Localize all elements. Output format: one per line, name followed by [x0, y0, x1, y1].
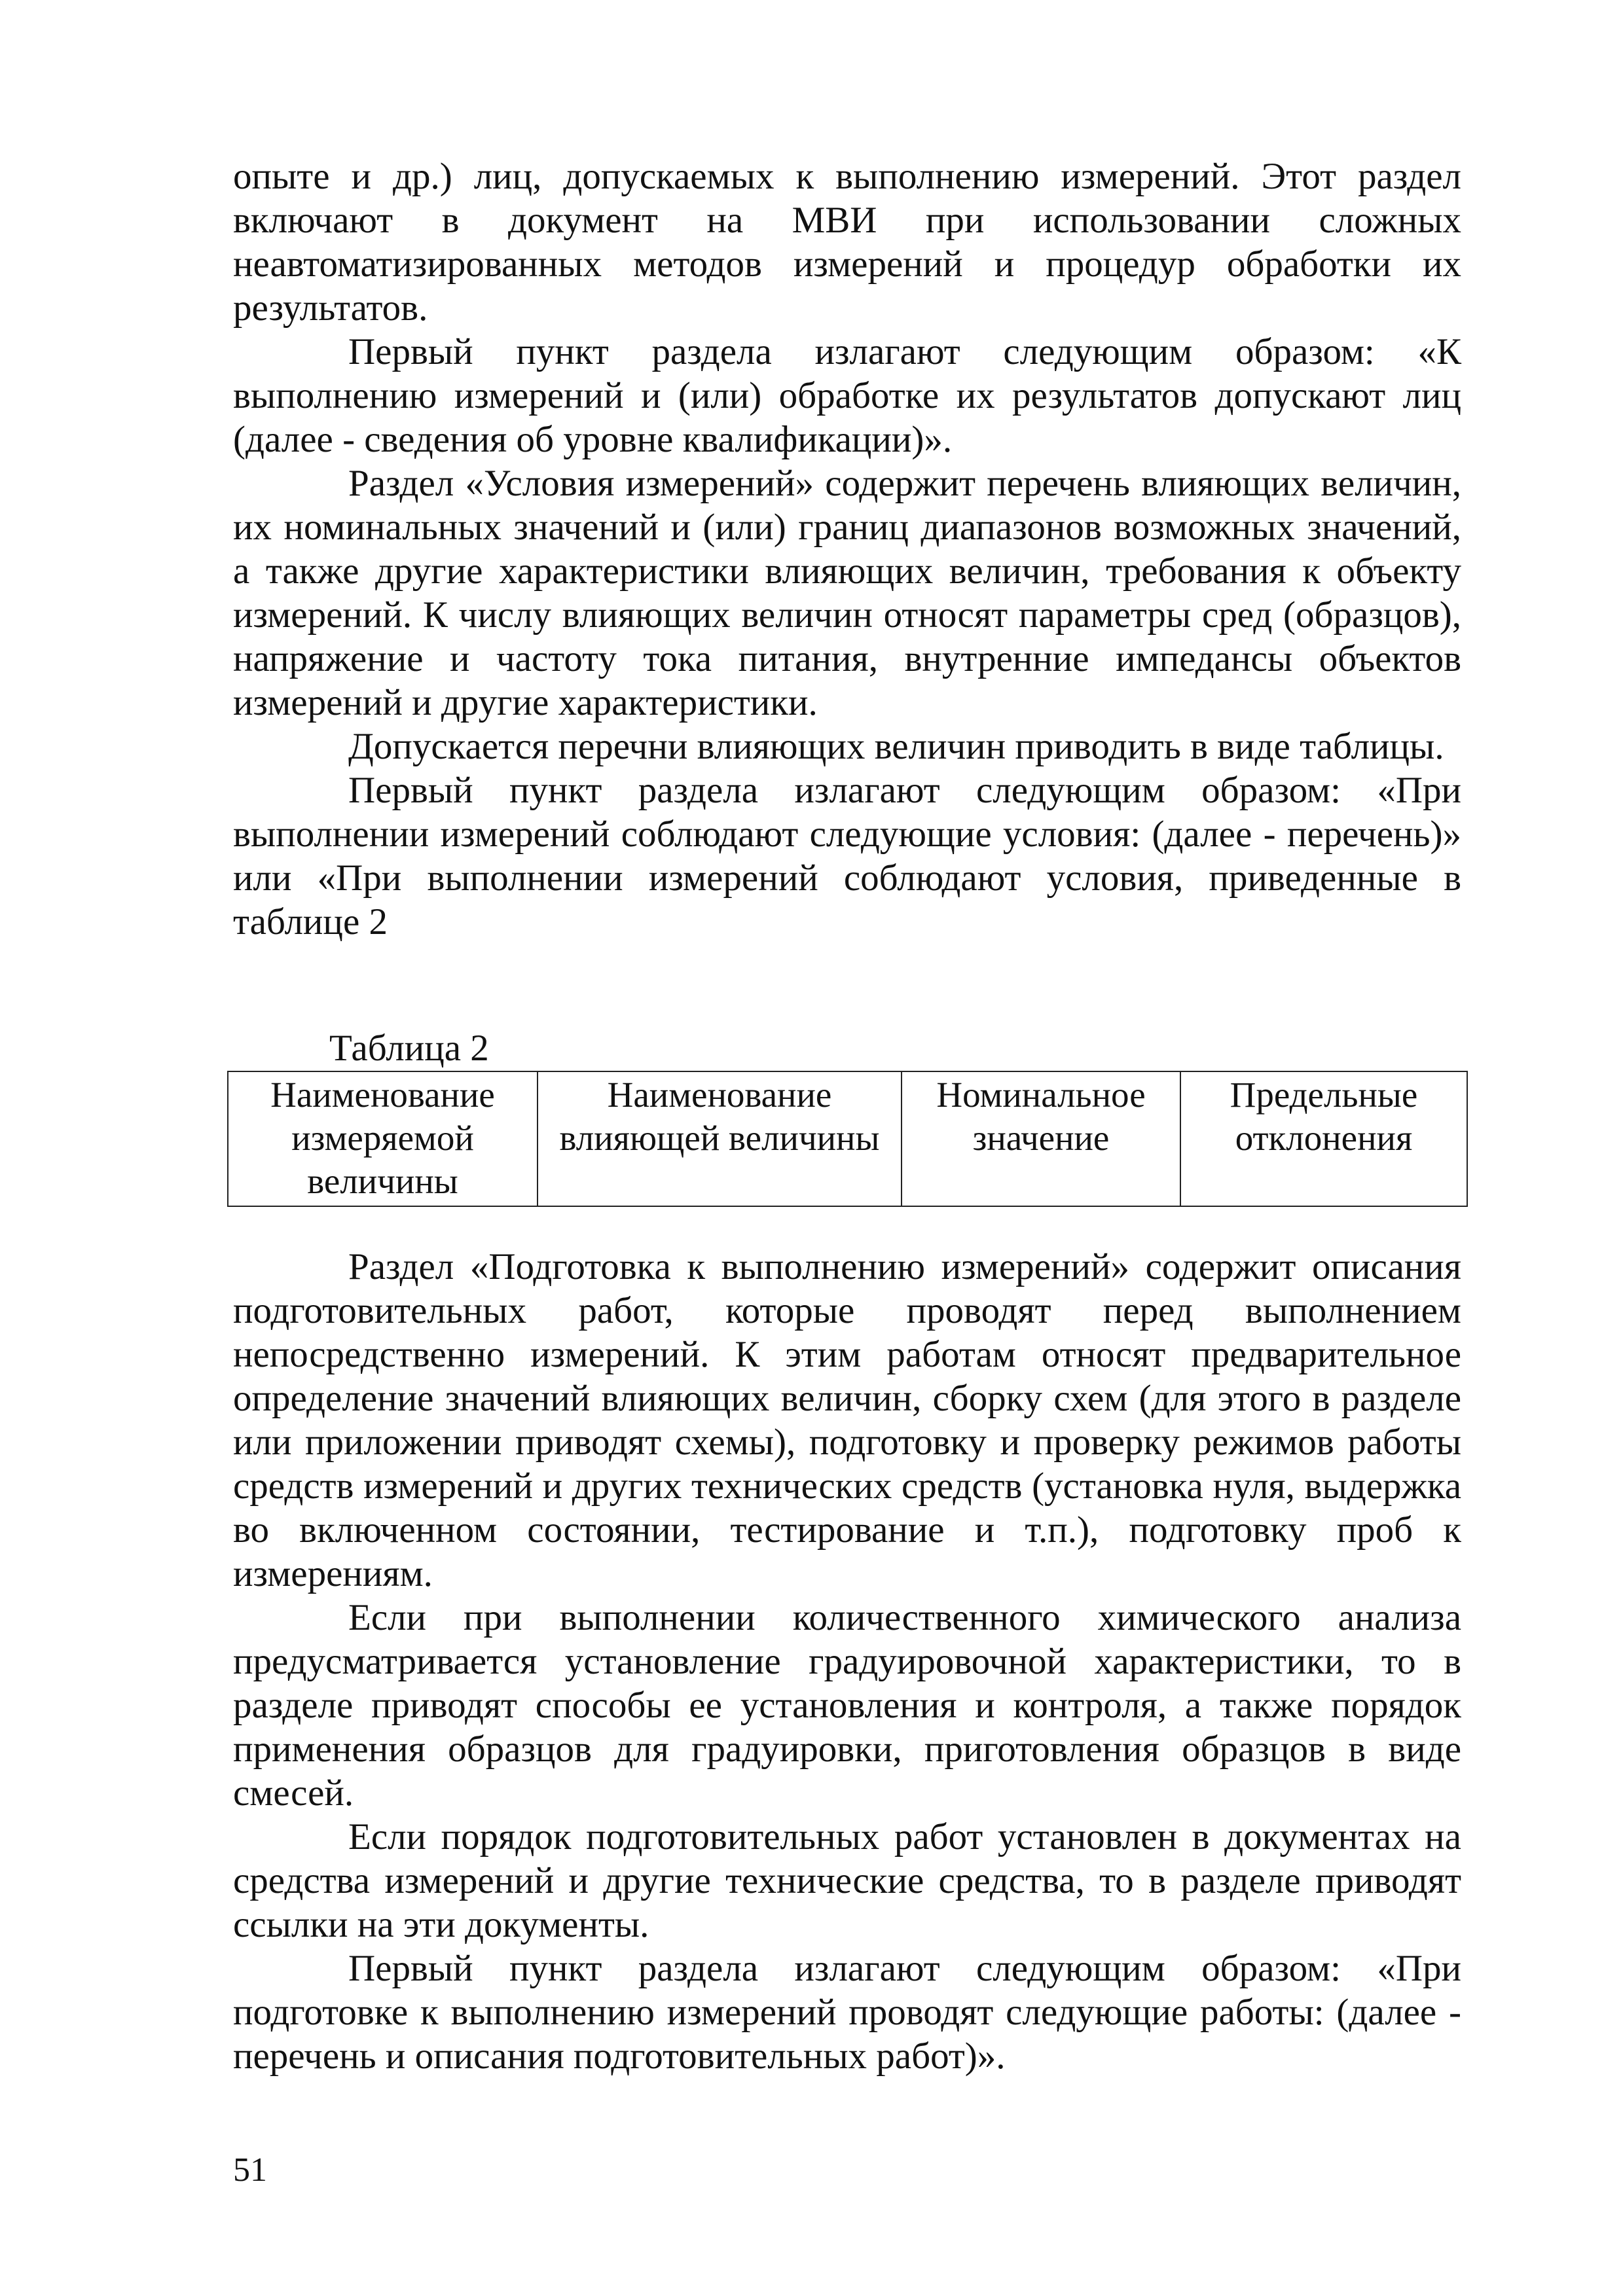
paragraph: Допускается перечни влияющих величин приводить в виде таблицы.	[348, 726, 1444, 767]
paragraph: Если порядок подготовительных работ установлен в документах на средства измерений и другие технические средства, то в разделе приводят ссылки на эти документы.	[233, 1816, 1461, 1945]
paragraph: Первый пункт раздела излагают следующим образом: «К выполнению измерений и (или) обработке их результатов допускают лиц (далее - сведения об уровне квалификации)».	[233, 331, 1461, 460]
table-header-row	[228, 1071, 1467, 1206]
table-caption: Таблица 2	[329, 1028, 489, 1069]
table-header-cell: Наименование влияющей величины	[538, 1071, 902, 1206]
bottom-text-block	[233, 1245, 1461, 2078]
paragraph: Первый пункт раздела излагают следующим образом: «При выполнении измерений соблюдают следующие условия: (далее - перечень)» или «При выполнении измерений соблюдают условия, приведенные в таблице 2	[233, 770, 1461, 942]
paragraph: Если при выполнении количественного химического анализа предусматривается установление градуировочной характеристики, то в разделе приводят способы ее установления и контроля, а также порядок применения образцов для градуировки, приготовления образцов в виде смесей.	[233, 1597, 1461, 1814]
paragraph-continuation: опыте и др.) лиц, допускаемых к выполнению измерений. Этот раздел включают в документ на МВИ при использовании сложных неавтоматизированных методов измерений и процедур обработки их результатов.	[233, 156, 1461, 329]
table-header-cell: Номинальное значение	[902, 1071, 1180, 1206]
paragraph: Первый пункт раздела излагают следующим образом: «При подготовке к выполнению измерений проводят следующие работы: (далее - перечень и описания подготовительных работ)».	[233, 1948, 1461, 2077]
table-header-cell: Предельные отклонения	[1180, 1071, 1467, 1206]
top-text-block	[233, 154, 1461, 944]
table-header-cell: Наименование измеряемой величины	[228, 1071, 538, 1206]
conditions-table	[227, 1071, 1468, 1207]
page-number: 51	[233, 2151, 267, 2189]
paragraph: Раздел «Условия измерений» содержит перечень влияющих величин, их номинальных значений и (или) границ диапазонов возможных значений, а также другие характеристики влияющих величин, требования к объекту измерений. К числу влияющих величин относят параметры сред (образцов), напряжение и частоту тока питания, внутренние импедансы объектов измерений и другие характеристики.	[233, 463, 1461, 723]
paragraph: Раздел «Подготовка к выполнению измерений» содержит описания подготовительных работ, которые проводят перед выполнением непосредственно измерений. К этим работам относят предварительное определение значений влияющих величин, сборку схем (для этого в разделе или приложении приводят схемы), подготовку и проверку режимов работы средств измерений и других технических средств (установка нуля, выдержка во включенном состоянии, тестирование и т.п.), подготовку проб к измерениям.	[233, 1246, 1461, 1594]
